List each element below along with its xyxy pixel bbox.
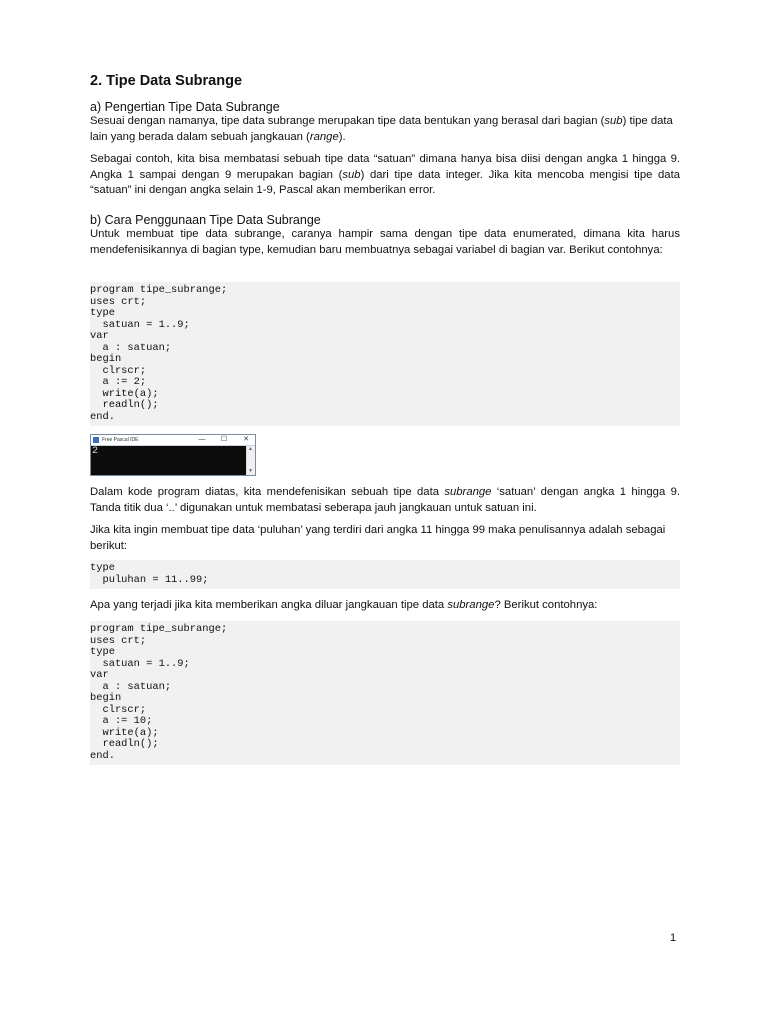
code-line: satuan = 1..9; [90,318,190,331]
code-line: type [90,646,115,658]
close-button[interactable]: ✕ [243,436,249,443]
code-line: readln(); [90,738,159,750]
app-icon [93,437,99,443]
code-block-puluhan [90,560,680,589]
console-titlebar [91,435,255,446]
code-line: uses crt; [90,295,147,308]
code-line: clrscr; [90,364,147,377]
console-scrollbar[interactable] [246,446,255,475]
code-line: puluhan = 11..99; [90,573,209,586]
code-line: satuan = 1..9; [90,657,190,670]
code-line: begin [90,692,122,704]
code-line: write(a); [90,726,159,739]
code-line: end. [90,410,115,423]
code-line: uses crt; [90,634,147,647]
code-block-example-2 [90,621,680,765]
paragraph-explanation: Dalam kode program diatas, kita mendefenisikan sebuah tipe data subrange ‘satuan’ dengan angka 1 hingga 9. Tanda titik dua ‘..’ digunakan untuk membatasi seberapa jauh jangkauan untuk satuan ini. [90,486,680,514]
paragraph-definition: Sesuai dengan namanya, tipe data subrange merupakan tipe data bentukan yang berasal dari bagian (sub) tipe data lain yang berada dalam sebuah jangkauan (range). [90,115,673,143]
code-line: a : satuan; [90,341,172,354]
console-output: 2 [91,446,247,475]
code-line: type [90,562,115,574]
code-line: a := 10; [90,715,153,727]
code-line: readln(); [90,399,159,411]
code-line: end. [90,749,115,762]
heading-pengertian: a) Pengertian Tipe Data Subrange [90,100,280,114]
console-title: Free Pascal IDE [102,437,139,443]
code-line: var [90,330,109,342]
paragraph-example: Sebagai contoh, kita bisa membatasi sebuah tipe data “satuan” dimana hanya bisa diisi dengan angka 1 hingga 9. Angka 1 sampai dengan 9 merupakan bagian (sub) dari tipe data integer. Jika kita mencoba mengisi tipe data “satuan” ini dengan angka selain 1-9, Pascal akan memberikan error. [90,153,681,196]
code-line: write(a); [90,387,159,400]
code-line: a := 2; [90,376,147,388]
code-line: clrscr; [90,703,147,716]
paragraph-usage: Untuk membuat tipe data subrange, caranya hampir sama dengan tipe data enumerated, dimana kita harus mendefenisikannya di bagian type, kemudian baru membuatnya sebagai variabel di bagian var. Berikut contohnya: [90,228,680,256]
code-line: begin [90,353,122,365]
scroll-up-icon[interactable]: ▲ [248,446,253,452]
page-number: 1 [670,932,677,944]
code-line: var [90,669,109,681]
scroll-down-icon[interactable]: ▼ [248,468,253,474]
section-title: 2. Tipe Data Subrange [90,73,243,89]
code-line: program tipe_subrange; [90,623,228,635]
paragraph-out-of-range: Apa yang terjadi jika kita memberikan angka diluar jangkauan tipe data subrange? Berikut contohnya: [90,599,598,611]
code-line: type [90,307,115,319]
paragraph-puluhan: Jika kita ingin membuat tipe data ‘puluhan’ yang terdiri dari angka 11 hingga 99 maka penulisannya adalah sebagai berikut: [90,524,666,552]
console-window [90,434,256,476]
code-line: program tipe_subrange; [90,284,228,296]
code-line: a : satuan; [90,680,172,693]
minimize-button[interactable]: — [198,436,206,443]
maximize-button[interactable]: ☐ [220,436,228,443]
code-block-example-1 [90,282,680,426]
heading-cara-penggunaan: b) Cara Penggunaan Tipe Data Subrange [90,213,321,227]
